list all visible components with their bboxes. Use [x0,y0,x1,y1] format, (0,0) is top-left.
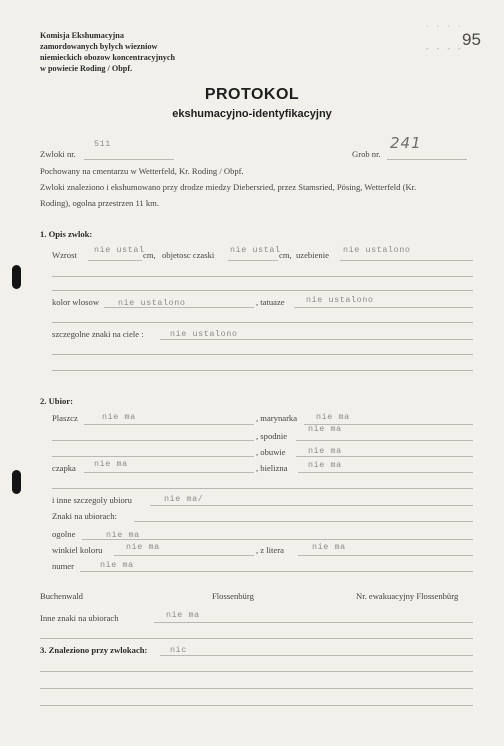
ogolne-underline [82,539,473,540]
inne-znaki-underline [154,622,473,623]
tatuaze-underline [294,307,473,308]
section-3-underline [160,655,473,656]
section-1-blank-line-2 [52,290,473,291]
cm-unit-2: cm, [279,250,292,260]
wzrost-label: Wzrost [52,250,77,260]
spodnie-label: , spodnie [256,431,288,441]
section-2-blank-line-4 [40,638,473,639]
cm-unit-1: cm, [143,250,156,260]
winkiel-underline [114,555,254,556]
header-line-3: niemieckich obozow koncentracyjnych [40,53,176,62]
marynarka-label: , marynarka [256,413,298,423]
inne-znaki-label: Inne znaki na ubiorach [40,613,119,623]
punch-hole-lower [12,470,21,494]
section-2-title: 2. Ubior: [40,396,73,406]
czapka-label: czapka [52,463,76,473]
bielizna-value: nie ma [308,460,342,470]
section-2-blank-line-3 [52,488,473,489]
section-3-value: nic [170,645,187,655]
numer-value: nie ma [100,560,134,570]
nr-ewakuacyjny-label: Nr. ewakuacyjny Flossenbürg [356,591,459,601]
corner-dots-top: · · · · [426,22,464,31]
intro-line-1: Pochowany na cmentarzu w Wetterfeld, Kr. Roding / Obpf. [40,166,244,176]
litera-underline [298,555,473,556]
plaszcz-value: nie ma [102,412,136,422]
kolor-wlosow-label: kolor wlosow [52,297,100,307]
grob-number-handwritten: 241 [390,134,422,152]
punch-hole-upper [12,265,21,289]
section-3-blank-line-1 [40,671,473,672]
section-1-blank-line-1 [52,276,473,277]
zwloki-number: 511 [94,139,111,149]
winkiel-value: nie ma [126,542,160,552]
bielizna-label: , bielizna [256,463,288,473]
inne-szczegoly-value: nie ma/ [164,494,204,504]
znaki-na-ciele-underline [160,339,473,340]
uzebienie-underline [340,260,473,261]
header-line-2: zamordowanych bylych wiezniow [40,42,158,51]
bielizna-underline [298,472,473,473]
litera-value: nie ma [312,542,346,552]
czapka-underline [84,472,254,473]
flossenburg-label: Flossenbürg [212,591,254,601]
section-2-blank-line-1 [52,440,254,441]
plaszcz-underline [84,424,254,425]
zwloki-underline [84,159,174,160]
kolor-wlosow-underline [104,307,254,308]
section-3-blank-line-2 [40,688,473,689]
inne-szczegoly-underline [150,505,473,506]
section-1-title: 1. Opis zwlok: [40,229,93,239]
grob-label: Grob nr. [352,149,381,159]
inne-szczegoly-label: i inne szczegoly ubioru [52,495,132,505]
page-number: 95 [462,30,481,49]
winkiel-label: winkiel koloru [52,545,103,555]
obuwie-label: , obuwie [256,447,286,457]
document-title: PROTOKOL [204,86,300,103]
ogolne-label: ogolne [52,529,76,539]
litera-label: , z litera [256,545,284,555]
obuwie-underline [296,456,473,457]
spodnie-value: nie ma [308,424,342,434]
document-subtitle: ekshumacyjno-identyfikacyjny [172,108,332,120]
znaki-na-ubiorach-label: Znaki na ubiorach: [52,511,117,521]
header-line-4: w powiecie Roding / Obpf. [40,64,133,73]
spodnie-underline [296,440,473,441]
wzrost-value: nie ustal [94,245,145,255]
inne-znaki-value: nie ma [166,610,200,620]
section-1-blank-line-5 [52,370,473,371]
header-line-1: Komisja Ekshumacyjna [40,31,124,40]
numer-label: numer [52,561,74,571]
kolor-wlosow-value: nie ustalono [118,298,186,308]
numer-underline [80,571,473,572]
plaszcz-label: Plaszcz [52,413,78,423]
section-1-blank-line-4 [52,354,473,355]
znaki-na-ciele-label: szczegolne znaki na ciele : [52,329,144,339]
section-3-blank-line-3 [40,705,473,706]
objetosc-value: nie ustal [230,245,281,255]
grob-underline [387,159,467,160]
znaki-na-ubiorach-underline [134,521,473,522]
corner-dots-bottom: - - - - [426,44,464,53]
section-2-blank-line-2 [52,456,254,457]
czapka-value: nie ma [94,459,128,469]
uzebienie-label: uzebienie [296,250,329,260]
zwloki-label: Zwloki nr. [40,149,76,159]
objetosc-label: objetosc czaski [162,250,215,260]
buchenwald-label: Buchenwald [40,591,83,601]
wzrost-underline [88,260,142,261]
section-1-blank-line-3 [52,322,473,323]
intro-line-2: Zwloki znaleziono i ekshumowano przy drodze miedzy Diebersried, przez Stamsried, Pösing, Wetterfeld (Kr. [40,182,417,192]
obuwie-value: nie ma [308,446,342,456]
objetosc-underline [228,260,278,261]
znaki-na-ciele-value: nie ustalono [170,329,238,339]
intro-line-3: Roding), ogolna przestrzen 11 km. [40,198,160,208]
uzebienie-value: nie ustalono [343,245,411,255]
marynarka-value: nie ma [316,412,350,422]
tatuaze-value: nie ustalono [306,295,374,305]
ogolne-value: nie ma [106,530,140,540]
tatuaze-label: , tatuaze [256,297,285,307]
section-3-title: 3. Znaleziono przy zwlokach: [40,645,148,655]
